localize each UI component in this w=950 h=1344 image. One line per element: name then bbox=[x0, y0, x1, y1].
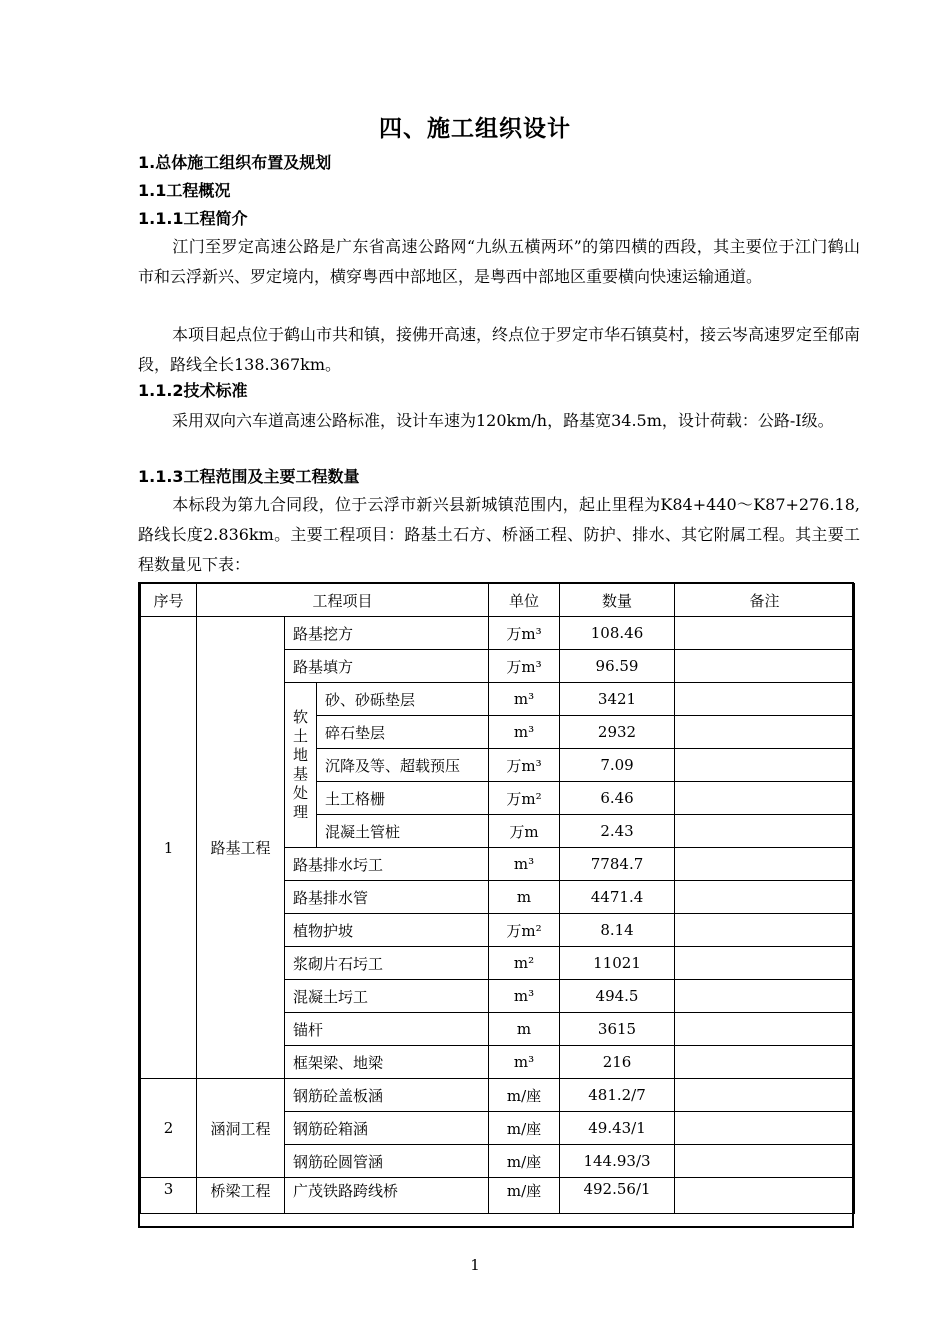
table-row bbox=[141, 1079, 855, 1112]
header-item: 工程项目 bbox=[197, 584, 489, 617]
item-cell: 钢筋砼箱涵 bbox=[285, 1112, 489, 1145]
page-title: 四、施工组织设计 bbox=[379, 116, 571, 142]
remark-cell bbox=[675, 1145, 855, 1178]
item-cell: 混凝土圬工 bbox=[285, 980, 489, 1013]
page-number: 1 bbox=[470, 1256, 480, 1274]
item-cell: 碎石垫层 bbox=[317, 716, 489, 749]
unit-cell: 万m³ bbox=[489, 749, 560, 782]
qty-cell: 7.09 bbox=[560, 749, 675, 782]
qty-cell: 8.14 bbox=[560, 914, 675, 947]
qty-cell: 108.46 bbox=[560, 617, 675, 650]
group-no: 2 bbox=[141, 1079, 197, 1178]
item-cell: 混凝土管桩 bbox=[317, 815, 489, 848]
remark-cell bbox=[675, 815, 855, 848]
unit-cell: m² bbox=[489, 947, 560, 980]
header-qty: 数量 bbox=[560, 584, 675, 617]
group-name: 桥梁工程 bbox=[197, 1178, 285, 1214]
table-row bbox=[141, 617, 855, 650]
unit-cell: m/座 bbox=[489, 1145, 560, 1178]
remark-cell bbox=[675, 782, 855, 815]
unit-cell: m³ bbox=[489, 848, 560, 881]
remark-cell bbox=[675, 881, 855, 914]
remark-cell bbox=[675, 749, 855, 782]
heading-1: 1.总体施工组织布置及规划 bbox=[138, 153, 332, 172]
qty-cell: 481.2/7 bbox=[560, 1079, 675, 1112]
item-cell: 植物护坡 bbox=[285, 914, 489, 947]
item-cell: 路基排水管 bbox=[285, 881, 489, 914]
unit-cell: m bbox=[489, 1013, 560, 1046]
unit-cell: 万m bbox=[489, 815, 560, 848]
remark-cell bbox=[675, 716, 855, 749]
unit-cell: m³ bbox=[489, 1046, 560, 1079]
heading-1-1: 1.1工程概况 bbox=[138, 181, 231, 200]
paragraph-scope: 本标段为第九合同段，位于云浮市新兴县新城镇范围内，起止里程为K84+440～K87+276.18,路线长度2.836km。主要工程项目：路基土石方、桥涵工程、防护、排水、其它附属工程。其主要工程数量见下表： bbox=[138, 495, 860, 574]
remark-cell bbox=[675, 980, 855, 1013]
remark-cell bbox=[675, 650, 855, 683]
remark-cell bbox=[675, 1112, 855, 1145]
unit-cell: 万m² bbox=[489, 914, 560, 947]
remark-cell bbox=[675, 1013, 855, 1046]
group-name: 路基工程 bbox=[197, 617, 285, 1079]
qty-cell: 3421 bbox=[560, 683, 675, 716]
qty-cell: 2932 bbox=[560, 716, 675, 749]
remark-cell bbox=[675, 947, 855, 980]
group-no: 1 bbox=[141, 617, 197, 1079]
qty-cell: 96.59 bbox=[560, 650, 675, 683]
item-cell: 土工格栅 bbox=[317, 782, 489, 815]
unit-cell: m bbox=[489, 881, 560, 914]
unit-cell: 万m³ bbox=[489, 650, 560, 683]
remark-cell bbox=[675, 1079, 855, 1112]
item-cell: 路基填方 bbox=[285, 650, 489, 683]
item-cell: 框架梁、地梁 bbox=[285, 1046, 489, 1079]
unit-cell: 万m² bbox=[489, 782, 560, 815]
item-cell: 钢筋砼盖板涵 bbox=[285, 1079, 489, 1112]
qty-cell: 11021 bbox=[560, 947, 675, 980]
remark-cell bbox=[675, 1046, 855, 1079]
item-cell: 锚杆 bbox=[285, 1013, 489, 1046]
header-remark: 备注 bbox=[675, 584, 855, 617]
soft-soil-subgroup: 软 土 地 基 处 理 bbox=[285, 683, 317, 848]
qty-cell: 49.43/1 bbox=[560, 1112, 675, 1145]
paragraph-intro-1: 江门至罗定高速公路是广东省高速公路网“九纵五横两环”的第四横的西段，其主要位于江门鹤山市和云浮新兴、罗定境内，横穿粤西中部地区，是粤西中部地区重要横向快速运输通道。 bbox=[138, 237, 860, 286]
item-cell: 沉降及等、超载预压 bbox=[317, 749, 489, 782]
paragraph-intro-2: 本项目起点位于鹤山市共和镇，接佛开高速，终点位于罗定市华石镇莫村，接云岑高速罗定至郁南段，路线全长138.367km。 bbox=[138, 325, 861, 374]
remark-cell bbox=[675, 683, 855, 716]
qty-cell: 3615 bbox=[560, 1013, 675, 1046]
unit-cell: 万m³ bbox=[489, 617, 560, 650]
heading-1-1-2: 1.1.2技术标准 bbox=[138, 381, 248, 400]
group-name: 涵洞工程 bbox=[197, 1079, 285, 1178]
qty-cell: 7784.7 bbox=[560, 848, 675, 881]
qty-cell: 492.56/1 bbox=[560, 1178, 675, 1214]
remark-cell bbox=[675, 1178, 855, 1214]
unit-cell: m³ bbox=[489, 683, 560, 716]
unit-cell: m/座 bbox=[489, 1079, 560, 1112]
table-header-row bbox=[141, 584, 855, 617]
heading-1-1-1: 1.1.1工程简介 bbox=[138, 209, 248, 228]
paragraph-standard: 采用双向六车道高速公路标准，设计车速为120km/h，路基宽34.5m，设计荷载：公路-Ⅰ级。 bbox=[172, 411, 834, 430]
qty-cell: 144.93/3 bbox=[560, 1145, 675, 1178]
item-cell: 路基挖方 bbox=[285, 617, 489, 650]
unit-cell: m³ bbox=[489, 716, 560, 749]
item-cell: 广茂铁路跨线桥 bbox=[285, 1178, 489, 1214]
unit-cell: m³ bbox=[489, 980, 560, 1013]
qty-cell: 216 bbox=[560, 1046, 675, 1079]
item-cell: 钢筋砼圆管涵 bbox=[285, 1145, 489, 1178]
remark-cell bbox=[675, 848, 855, 881]
unit-cell: m/座 bbox=[489, 1178, 560, 1214]
item-cell: 路基排水圬工 bbox=[285, 848, 489, 881]
remark-cell bbox=[675, 617, 855, 650]
unit-cell: m/座 bbox=[489, 1112, 560, 1145]
quantity-table bbox=[140, 583, 855, 1214]
qty-cell: 2.43 bbox=[560, 815, 675, 848]
header-no: 序号 bbox=[141, 584, 197, 617]
qty-cell: 4471.4 bbox=[560, 881, 675, 914]
qty-cell: 494.5 bbox=[560, 980, 675, 1013]
item-cell: 砂、砂砾垫层 bbox=[317, 683, 489, 716]
item-cell: 浆砌片石圬工 bbox=[285, 947, 489, 980]
header-unit: 单位 bbox=[489, 584, 560, 617]
qty-cell: 6.46 bbox=[560, 782, 675, 815]
group-no: 3 bbox=[141, 1178, 197, 1214]
heading-1-1-3: 1.1.3工程范围及主要工程数量 bbox=[138, 467, 360, 486]
remark-cell bbox=[675, 914, 855, 947]
table-row bbox=[141, 1178, 855, 1214]
